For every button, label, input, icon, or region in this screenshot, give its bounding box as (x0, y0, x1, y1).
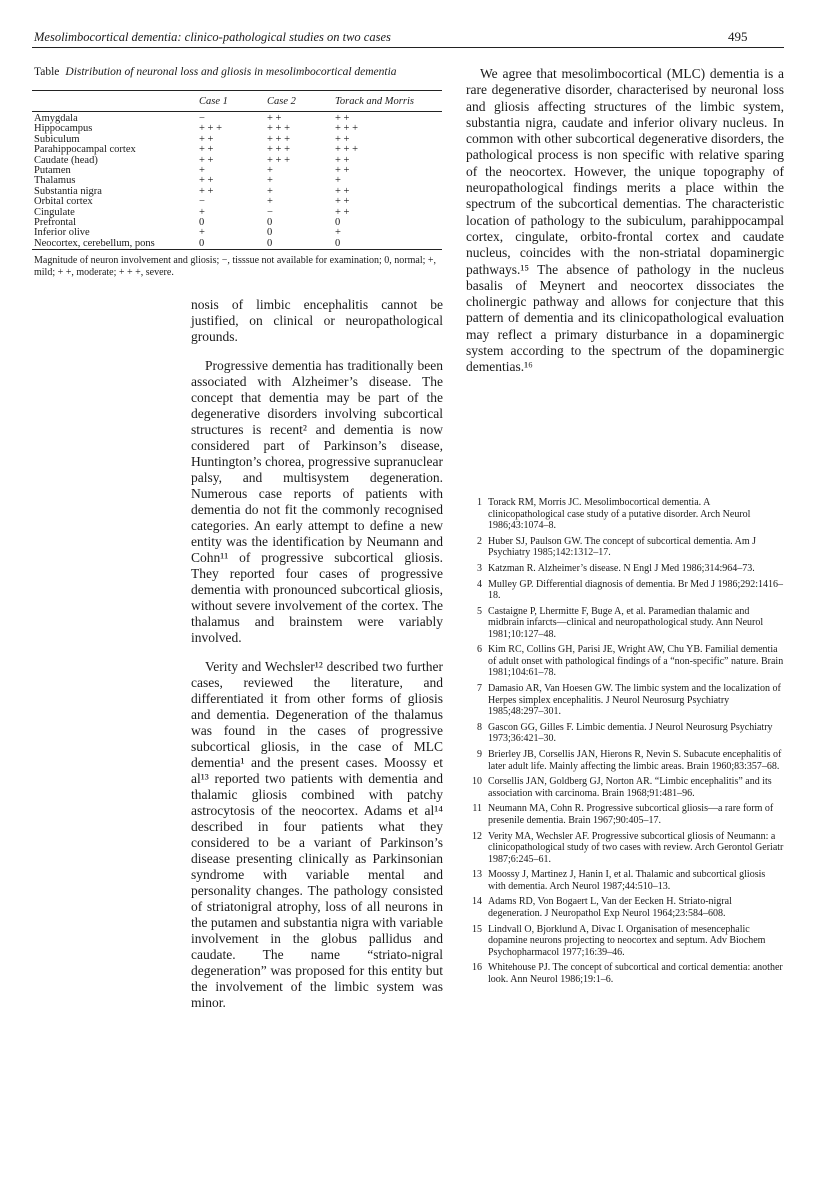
table-header-cell: Case 2 (267, 96, 296, 107)
grade-cell: + + (335, 113, 350, 124)
reference-item (468, 924, 784, 959)
reference-text: Verity MA, Wechsler AF. Progressive subcortical gliosis of Neumann: a clinicopathological study of two cases with review. Arch Gerontol Geriatr 1987;6:245–61. (488, 830, 784, 865)
grade-cell: 0 (199, 217, 205, 229)
paragraph: nosis of limbic encephalitis cannot be justified, on clinical or neuropathological grounds. (191, 297, 443, 344)
grade-cell: + (267, 196, 273, 208)
running-header-title: Mesolimbocortical dementia: clinico-pathological studies on two cases (34, 30, 391, 44)
reference-number: 15 (472, 923, 482, 935)
reference-number: 6 (477, 644, 482, 656)
reference-number: 2 (477, 535, 482, 547)
grade-cell: − (199, 196, 205, 208)
reference-item (468, 683, 784, 718)
grade-cell: + (335, 175, 341, 187)
reference-item (468, 962, 784, 985)
reference-number: 13 (472, 869, 482, 881)
reference-text: Whitehouse PJ. The concept of subcortical and cortical dementia: another look. Ann Neurol 1986;19:1–6. (488, 962, 783, 985)
grade-cell: + (199, 206, 205, 218)
grade-cell: + + (335, 206, 350, 218)
reference-text: Damasio AR, Van Hoesen GW. The limbic system and the localization of Herpes simplex encephalitis. J Neurol Neurosurg Psychiatry 1985;48:297–301. (488, 683, 781, 718)
left-column-text (191, 297, 443, 1011)
reference-number: 16 (472, 962, 482, 974)
table-row (34, 124, 440, 134)
reference-item (468, 896, 784, 919)
grade-cell: 0 (335, 217, 341, 229)
reference-number: 1 (477, 497, 482, 508)
reference-item (468, 497, 784, 532)
table-row (34, 218, 440, 228)
grade-cell: + + + (267, 133, 291, 145)
reference-item (468, 749, 784, 772)
grade-cell: 0 (267, 227, 273, 239)
grade-cell: + + (199, 154, 214, 166)
grade-cell: + (199, 227, 205, 239)
reference-number: 3 (477, 562, 482, 574)
grade-cell: + + (335, 196, 350, 208)
reference-number: 9 (477, 749, 482, 760)
grade-cell: + (267, 185, 273, 197)
table-caption (34, 66, 434, 78)
table-row (34, 166, 440, 176)
table-row (34, 239, 440, 249)
table-top-rule (32, 90, 442, 91)
region-cell: Prefrontal (34, 217, 76, 229)
grade-cell: + (267, 165, 273, 177)
grade-cell: + (335, 227, 341, 239)
reference-text: Adams RD, Von Bogaert L, Van der Eecken H. Striato-nigral degeneration. J Neuropathol Exp Neurol 1964;23:584–608. (488, 896, 732, 919)
grade-cell: + + (335, 133, 350, 145)
table-row (34, 187, 440, 197)
reference-text: Kim RC, Collins GH, Parisi JE, Wright AW, Chu YB. Familial dementia of adult onset with pathological findings of a “non-specific” nature. Brain 1981;104:61–78. (488, 644, 784, 679)
table-header-cell (34, 94, 199, 109)
region-cell: Putamen (34, 165, 71, 177)
reference-item (468, 563, 784, 575)
table-row (34, 197, 440, 207)
reference-text: Huber SJ, Paulson GW. The concept of subcortical dementia. Am J Psychiatry 1985;142:1312–17. (488, 535, 757, 559)
reference-item (468, 606, 784, 641)
reference-list (468, 497, 784, 990)
grade-cell: 0 (199, 237, 205, 249)
grade-cell: + + + (335, 144, 359, 156)
reference-item (468, 803, 784, 826)
reference-item (468, 831, 784, 866)
reference-number: 4 (477, 578, 482, 590)
grade-cell: + + (335, 154, 350, 166)
table-row (34, 156, 440, 166)
reference-text: Corsellis JAN, Goldberg GJ, Norton AR. “Limbic encephalitis” and its association with carcinoma. Brain 1968;91:481–96. (488, 776, 772, 799)
grade-cell: + + (267, 113, 282, 124)
grade-cell: 0 (267, 217, 273, 229)
reference-text: Moossy J, Martinez J, Hanin I, et al. Thalamic and subcortical gliosis with dementia. Arch Neurol 1987;44:510–13. (488, 869, 766, 892)
region-cell: Hippocampus (34, 123, 93, 135)
page-number: 495 (728, 29, 748, 44)
table-caption-text: Distribution of neuronal loss and gliosis in mesolimbocortical dementia (65, 66, 397, 78)
table-header-cell: Torack and Morris (335, 96, 414, 107)
grade-cell: − (267, 206, 273, 218)
region-cell: Subiculum (34, 133, 80, 145)
grade-cell: + (267, 175, 273, 187)
region-cell: Thalamus (34, 175, 76, 187)
reference-text: Brierley JB, Corsellis JAN, Hierons R, Nevin S. Subacute encephalitis of later adult life. Mainly affecting the limbic areas. Brain 1960;83:357–68. (488, 749, 782, 772)
paragraph: Progressive dementia has traditionally been associated with Alzheimer’s disease. The concept that dementia may be part of the degenerative disorders involving subcortical structures is recent² and dementia is now considered part of Parkinson’s disease, Huntington’s chorea, progressive supranuclear palsy, and multisystem degeneration. Numerous case reports of patients with dementia do not fit the commonly recognised categories. An early attempt to define a new entity was the identification by Neumann and Cohn¹¹ of progressive subcortical gliosis. They reported four cases of progressive dementia with pronounced subcortical gliosis, without severe involvement of the cortex. The thalamus and brainstem were variably involved. (191, 358, 443, 645)
reference-text: Neumann MA, Cohn R. Progressive subcortical gliosis—a rare form of presenile dementia. Brain 1967;90:405–17. (488, 803, 774, 826)
reference-item (468, 644, 784, 679)
grade-cell: − (199, 113, 205, 124)
distribution-table (34, 94, 440, 249)
reference-text: Gascon GG, Gilles F. Limbic dementia. J Neurol Neurosurg Psychiatry 1973;36:421–30. (488, 721, 773, 745)
reference-text: Mulley GP. Differential diagnosis of dementia. Br Med J 1986;292:1416–18. (488, 578, 784, 602)
region-cell: Inferior olive (34, 227, 90, 239)
reference-number: 14 (472, 896, 482, 908)
region-cell: Cingulate (34, 206, 75, 218)
table-footnote: Magnitude of neuron involvement and gliosis; −, tisssue not available for examination; 0, normal; +, mild; + +, moderate; + + +, severe. (34, 255, 437, 278)
table-label: Table (34, 66, 60, 78)
table-header-row (34, 94, 440, 109)
grade-cell: + + + (267, 123, 291, 135)
region-cell: Orbital cortex (34, 196, 93, 208)
region-cell: Amygdala (34, 113, 78, 124)
reference-item (468, 579, 784, 602)
grade-cell: + + (335, 165, 350, 177)
paragraph: Verity and Wechsler¹² described two further cases, reviewed the literature, and differentiated it from other forms of gliosis and dementia. Degeneration of the thalamus was found in the cases of progressive subcortical gliosis, in the case of MLC dementia¹ and the present cases. Moossy et al¹³ reported two patients with dementia and thalamic gliosis combined with patchy astrocytosis of the neocortex. Adams et al¹⁴ described in four patients what they considered to be a variant of Parkinson’s disease presenting clinically as Parkinsonian syndrome with variable mental and personality changes. The pathology consisted of striatonigral atrophy, loss of all neurons in the putamen and substantia nigra with variable involvement in the globus pallidus and caudate. The name “striato-nigral degeneration” was proposed for this entity but the involvement of the limbic system was minor. (191, 659, 443, 1010)
paragraph: We agree that mesolimbocortical (MLC) dementia is a rare degenerative disorder, characterised by neuronal loss and gliosis affecting structures of the limbic system, substantia nigra, caudate and inferior olivary nucleus. In common with other subcortical degenerative disorders, the pathological process is non specific with relative sparing of the neocortex. However, the unique topography of neuropathological findings merits a place within the spectrum of the subcortical dementias. The characteristic location of pathology to the subiculum, parahippocampal cortex, cingulate, orbito-frontal cortex and caudate nucleus, coincides with the non-striatal dopaminergic pathways.¹⁵ The absence of pathology in the nucleus basalis of Meynert and neocortex dissociates the cholinergic pathway and allows for conjecture that this pattern of dementia and its clinicopathological evaluation may reflect a primary disturbance in a dopaminergic system according to the spectrum of the dopaminergic dementias.¹⁶ (466, 66, 784, 375)
region-cell: Caudate (head) (34, 154, 98, 166)
grade-cell: + + + (267, 154, 291, 166)
reference-item (468, 722, 784, 745)
region-cell: Neocortex, cerebellum, pons (34, 237, 155, 249)
grade-cell: 0 (335, 237, 341, 249)
reference-item (468, 869, 784, 892)
header-rule (32, 47, 784, 48)
grade-cell: + + (199, 144, 214, 156)
reference-text: Katzman R. Alzheimer’s disease. N Engl J Med 1986;314:964–73. (488, 562, 755, 574)
reference-number: 10 (472, 776, 482, 788)
grade-cell: + + + (267, 144, 291, 156)
grade-cell: 0 (267, 237, 273, 249)
reference-text: Torack RM, Morris JC. Mesolimbocortical dementia. A clinicopathological case study of a putative disorder. Arch Neurol 1986;43:1074–8. (488, 497, 751, 531)
right-column-text (466, 66, 784, 376)
grade-cell: + + (199, 185, 214, 197)
grade-cell: + + (199, 133, 214, 145)
table-header-cell: Case 1 (199, 96, 228, 107)
reference-number: 5 (477, 605, 482, 617)
reference-text: Castaigne P, Lhermitte F, Buge A, et al. Paramedian thalamic and midbrain infarcts—clinical and neuropathological study. Ann Neurol 1981;10:127–48. (488, 605, 764, 640)
reference-number: 12 (472, 830, 482, 842)
grade-cell: + + + (199, 123, 223, 135)
region-cell: Parahippocampal cortex (34, 144, 136, 156)
reference-number: 7 (477, 683, 482, 695)
grade-cell: + + (199, 175, 214, 187)
reference-number: 11 (472, 803, 482, 815)
grade-cell: + + + (335, 123, 359, 135)
table-row (34, 208, 440, 218)
reference-number: 8 (477, 721, 482, 733)
reference-text: Lindvall O, Bjorklund A, Divac I. Organisation of mesencephalic dopamine neurons projecting to neocortex and septum. Adv Biochem Psychopharmacol 1977;16:39–46. (488, 923, 766, 958)
region-cell: Substantia nigra (34, 185, 102, 197)
table-row (34, 109, 440, 124)
reference-item (468, 776, 784, 799)
grade-cell: + (199, 165, 205, 177)
reference-item (468, 536, 784, 559)
grade-cell: + + (335, 185, 350, 197)
